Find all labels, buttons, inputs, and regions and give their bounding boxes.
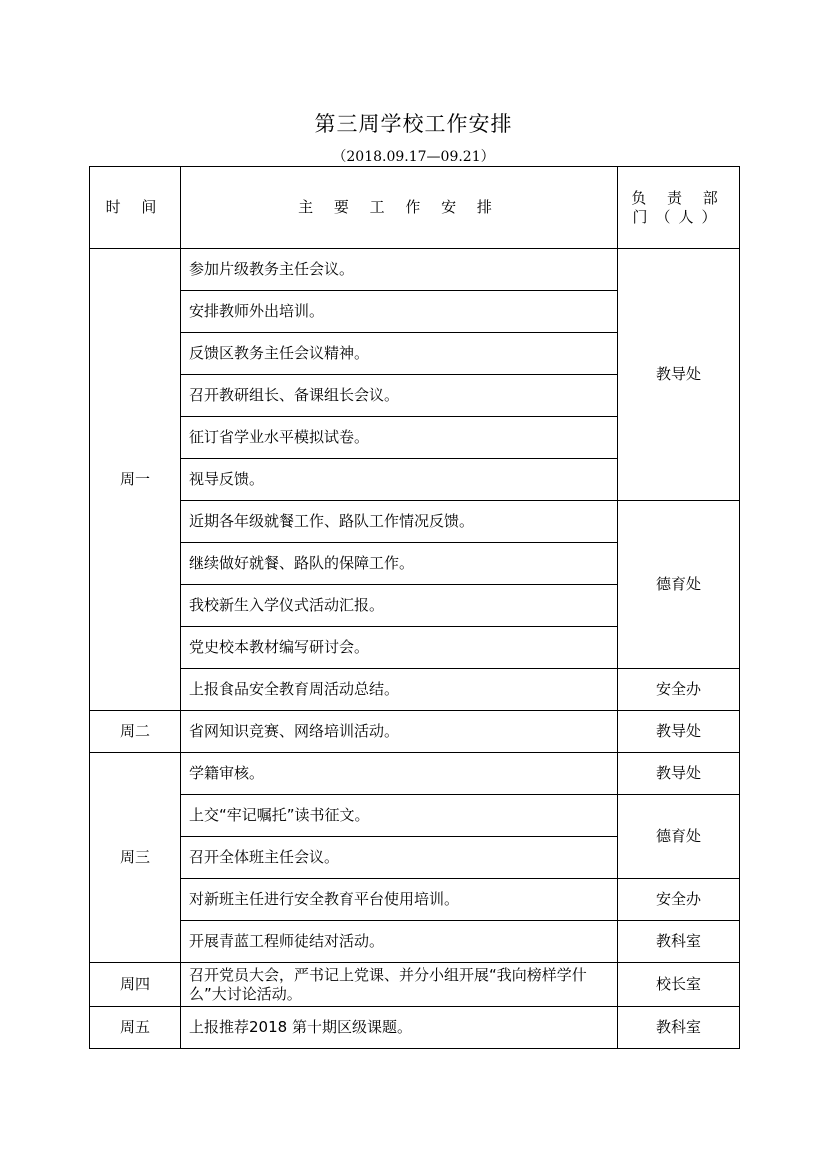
header-row bbox=[90, 167, 740, 249]
day-cell: 周四 bbox=[90, 963, 181, 1007]
task-cell: 征订省学业水平模拟试卷。 bbox=[181, 417, 618, 459]
dept-cell: 校长室 bbox=[618, 963, 740, 1007]
task-cell: 召开党员大会，严书记上党课、并分小组开展“我向榜样学什么”大讨论活动。 bbox=[181, 963, 618, 1007]
day-cell: 周五 bbox=[90, 1007, 181, 1049]
dept-cell: 德育处 bbox=[618, 795, 740, 879]
table-row bbox=[90, 711, 740, 753]
table-row bbox=[90, 669, 740, 711]
task-cell: 安排教师外出培训。 bbox=[181, 291, 618, 333]
dept-cell: 安全办 bbox=[618, 879, 740, 921]
table-row bbox=[90, 921, 740, 963]
dept-cell: 教科室 bbox=[618, 1007, 740, 1049]
task-cell: 上报食品安全教育周活动总结。 bbox=[181, 669, 618, 711]
table-row bbox=[90, 249, 740, 291]
task-cell: 参加片级教务主任会议。 bbox=[181, 249, 618, 291]
day-cell: 周一 bbox=[90, 249, 181, 711]
task-cell: 省网知识竞赛、网络培训活动。 bbox=[181, 711, 618, 753]
task-cell: 我校新生入学仪式活动汇报。 bbox=[181, 585, 618, 627]
day-cell: 周二 bbox=[90, 711, 181, 753]
header-tasks: 主 要 工 作 安 排 bbox=[181, 167, 618, 249]
task-cell: 召开全体班主任会议。 bbox=[181, 837, 618, 879]
table-row bbox=[90, 795, 740, 837]
task-cell: 视导反馈。 bbox=[181, 459, 618, 501]
dept-cell: 安全办 bbox=[618, 669, 740, 711]
table-row bbox=[90, 963, 740, 1007]
task-cell: 近期各年级就餐工作、路队工作情况反馈。 bbox=[181, 501, 618, 543]
task-cell: 对新班主任进行安全教育平台使用培训。 bbox=[181, 879, 618, 921]
schedule-table bbox=[89, 166, 740, 1049]
task-cell: 党史校本教材编写研讨会。 bbox=[181, 627, 618, 669]
dept-cell: 教导处 bbox=[618, 711, 740, 753]
dept-cell: 德育处 bbox=[618, 501, 740, 669]
task-cell: 上交“牢记嘱托”读书征文。 bbox=[181, 795, 618, 837]
header-time: 时 间 bbox=[90, 167, 181, 249]
table-row bbox=[90, 1007, 740, 1049]
task-cell: 学籍审核。 bbox=[181, 753, 618, 795]
task-cell: 开展青蓝工程师徒结对活动。 bbox=[181, 921, 618, 963]
dept-cell: 教科室 bbox=[618, 921, 740, 963]
page-title: 第三周学校工作安排 bbox=[314, 112, 513, 136]
header-dept: 负 责 部 门（人） bbox=[618, 167, 740, 249]
day-cell: 周三 bbox=[90, 753, 181, 963]
table-row bbox=[90, 501, 740, 543]
task-cell: 上报推荐2018 第十期区级课题。 bbox=[181, 1007, 618, 1049]
task-cell: 召开教研组长、备课组长会议。 bbox=[181, 375, 618, 417]
date-range: （2018.09.17—09.21） bbox=[332, 149, 495, 165]
table-row bbox=[90, 753, 740, 795]
task-cell: 继续做好就餐、路队的保障工作。 bbox=[181, 543, 618, 585]
dept-cell: 教导处 bbox=[618, 753, 740, 795]
dept-cell: 教导处 bbox=[618, 249, 740, 501]
table-row bbox=[90, 879, 740, 921]
task-cell: 反馈区教务主任会议精神。 bbox=[181, 333, 618, 375]
